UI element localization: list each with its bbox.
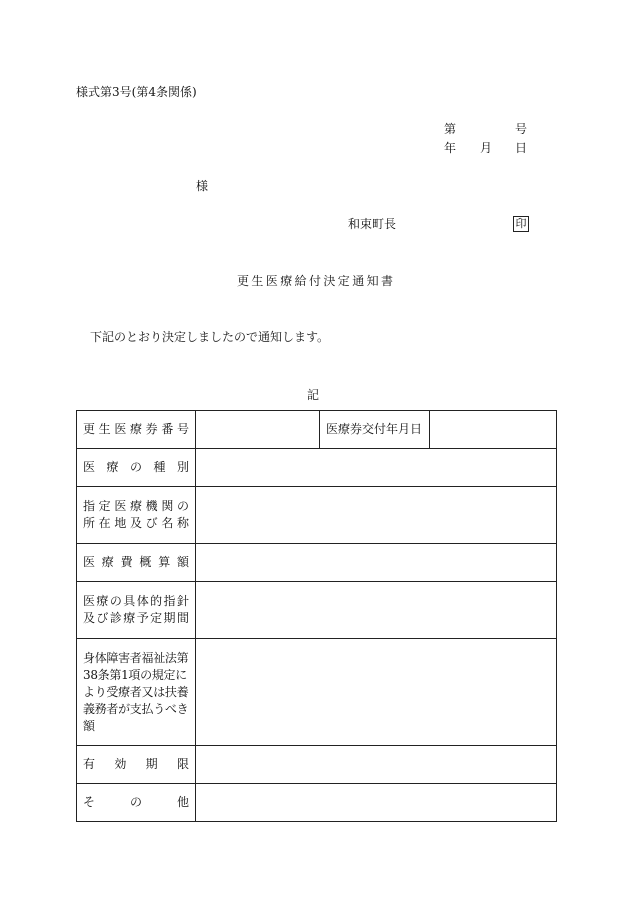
field-iryohi-gaisangaku[interactable] [196,544,557,582]
table-row [77,544,557,582]
number-dai: 第 [444,122,457,136]
label-iryohi-gaisangaku: 医療費概算額 [77,544,196,582]
label-line: 38条第1項の規定に [83,667,187,682]
ki-heading: 記 [307,388,320,402]
table-row [77,449,557,487]
field-iryo-shubetsu[interactable] [196,449,557,487]
label-shiharau-gaku [77,639,196,746]
date-year: 年 [444,141,457,155]
label-iryoken-kofu-date: 医療券交付年月日 [320,411,430,449]
label-kosei-iryoken-bango: 更生医療券番号 [77,411,196,449]
label-line: より受療者又は扶養 [83,684,189,699]
table-row [77,639,557,746]
label-line: 及び診療予定期間 [83,611,189,625]
label-shitei-iryo-kikan [77,487,196,544]
number-go: 号 [515,122,528,136]
field-gutaiteki-shishin[interactable] [196,582,557,639]
table-row [77,582,557,639]
field-kosei-iryoken-bango[interactable] [196,411,320,449]
table-row [77,784,557,822]
field-shiharau-gaku[interactable] [196,639,557,746]
label-iryo-shubetsu: 医療の種別 [77,449,196,487]
date-day: 日 [515,141,528,155]
label-yuko-kigen: 有効期限 [77,746,196,784]
field-sonota[interactable] [196,784,557,822]
field-iryoken-kofu-date[interactable] [430,411,557,449]
issuer-name: 和束町長 [348,217,397,231]
label-line: 額 [83,718,95,733]
label-line: 義務者が支払うべき [83,701,189,716]
addressee-sama: 様 [196,179,209,193]
field-shitei-iryo-kikan[interactable] [196,487,557,544]
label-line: 所在地及び名称 [83,516,189,530]
label-gutaiteki-shishin [77,582,196,639]
table-row [77,411,557,449]
form-table [76,410,557,822]
table-row [77,487,557,544]
form-number: 様式第3号(第4条関係) [76,85,197,99]
label-line: 身体障害者福祉法第 [83,650,189,665]
date-month: 月 [480,141,493,155]
field-yuko-kigen[interactable] [196,746,557,784]
table-row [77,746,557,784]
body-text: 下記のとおり決定しましたので通知します。 [90,330,330,344]
document-title: 更生医療給付決定通知書 [237,274,396,288]
label-line: 医療の具体的指針 [83,594,189,608]
label-line: 指定医療機関の [83,499,189,513]
seal-mark: 印 [513,216,529,232]
label-sonota: その他 [77,784,196,822]
